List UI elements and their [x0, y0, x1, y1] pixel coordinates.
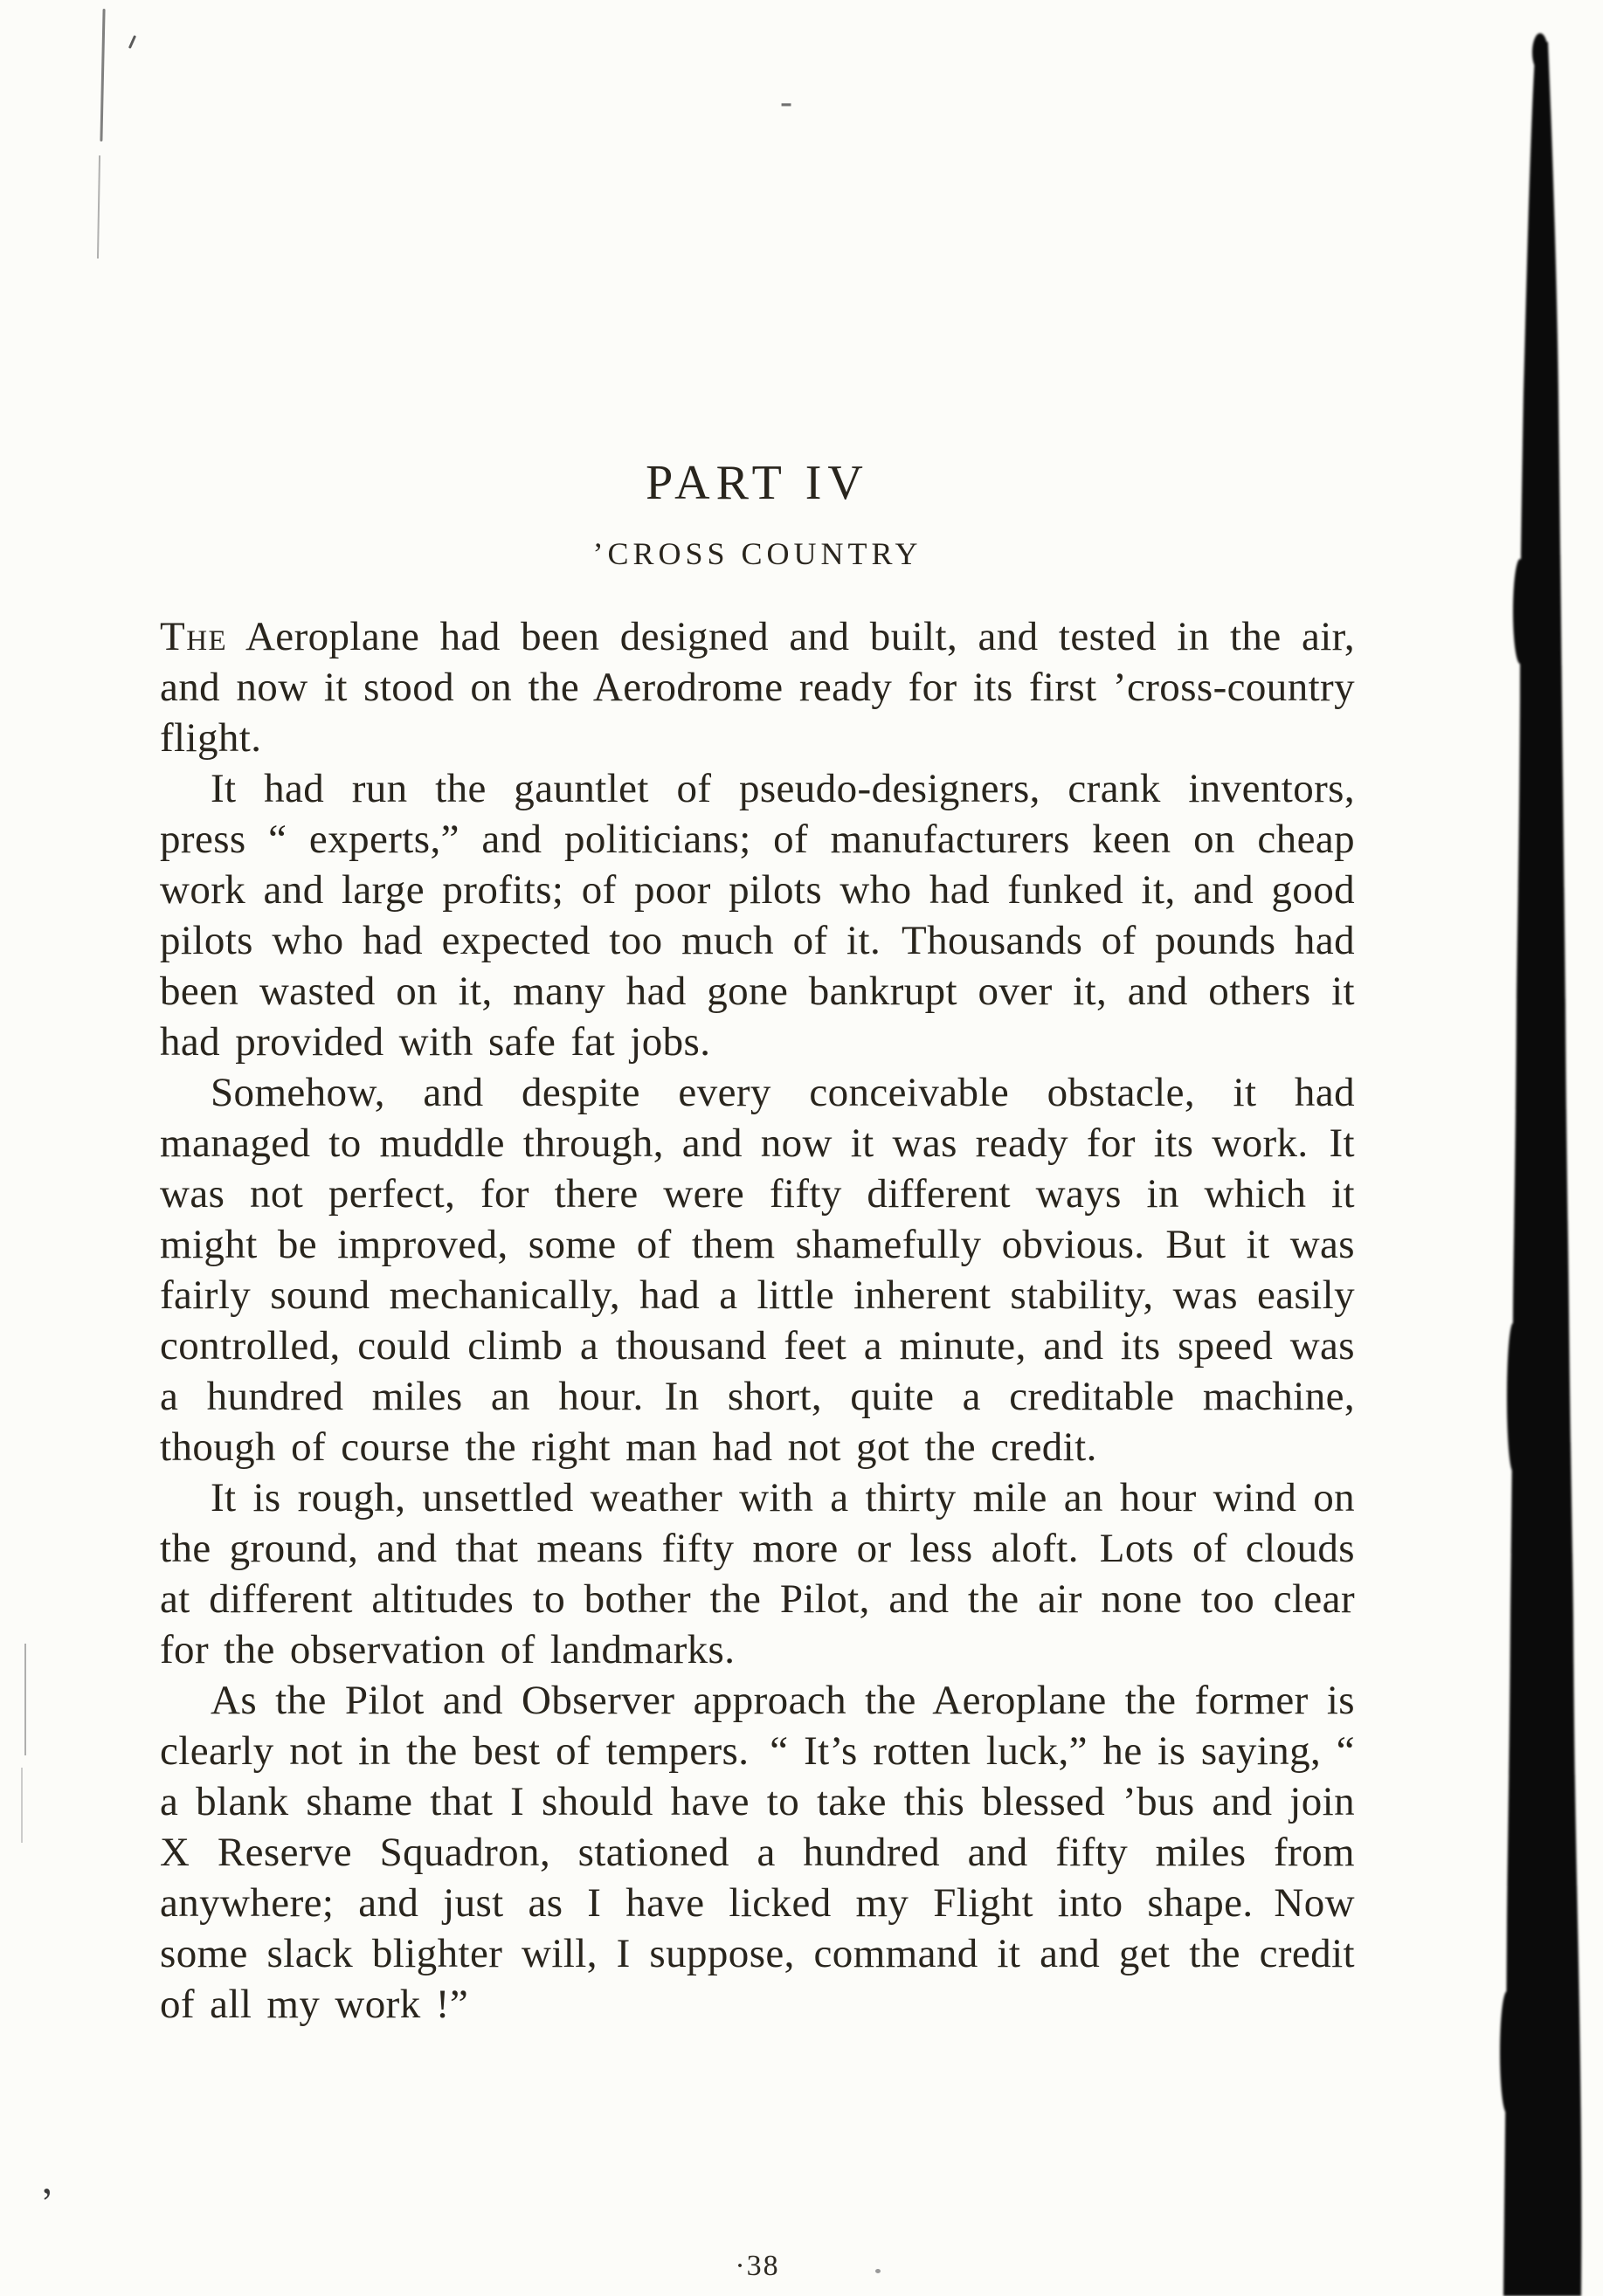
page-number: ·38: [735, 2250, 780, 2282]
scan-artifact-tick: [128, 35, 136, 49]
scan-artifact-line: [21, 1768, 23, 1843]
chapter-heading: ’CROSS COUNTRY: [592, 535, 922, 571]
binding-shadow: [1468, 0, 1590, 2296]
scan-artifact-line: [100, 9, 105, 141]
scan-artifact-line: [97, 155, 100, 259]
paragraph: As the Pilot and Observer approach the Aeroplane the former is clearly not in the best of tempers. “ It’s rotten luck,” he is saying, “ a blank shame that I should have to take this blessed ’bus and join X Reserve Squadron, stationed a hundred and fifty miles from anywhere; and just as I have licked my Flight into shape. Now some slack blighter will, I suppose, command it and get the credit of all my work !”: [160, 1678, 1355, 2028]
paragraph-text: Aeroplane had been designed and built, and tested in the air, and now it stood on the Aerodrome ready for its first ’cross-country flight.: [160, 614, 1355, 762]
paragraph-opening: [160, 611, 1355, 763]
scan-artifact-comma: ,: [37, 2155, 54, 2203]
paragraph: It is rough, unsettled weather with a thirty mile an hour wind on the ground, and that means fifty more or less aloft. Lots of clouds at different altitudes to bother the Pilot, and the air none too clear for the observation of landmarks.: [160, 1475, 1355, 1673]
paragraph: Somehow, and despite every conceivable obstacle, it had managed to muddle through, and now it was ready for its work. It was not perfect, for there were fifty different ways in which it might be improved, some of them shamefully obvious. But it was fairly sound mechanically, had a little inherent stability, was easily controlled, could climb a thousand feet a minute, and its speed was a hundred miles an hour. In short, quite a creditable machine, though of course the right man had not got the credit.: [160, 1070, 1355, 1471]
page-content: [160, 0, 1355, 2296]
lead-word: The: [160, 614, 228, 660]
scan-artifact-line: [24, 1644, 26, 1755]
scan-artifact-dash: -: [780, 82, 792, 122]
paragraph: It had run the gauntlet of pseudo-designers, crank inventors, press “ experts,” and politicians; of manufacturers keen on cheap work and large profits; of poor pilots who had funked it, and good pilots who had expected too much of it. Thousands of pounds had been wasted on it, many had gone bankrupt over it, and others it had provided with safe fat jobs.: [160, 766, 1355, 1065]
part-heading: PART IV: [646, 456, 869, 510]
